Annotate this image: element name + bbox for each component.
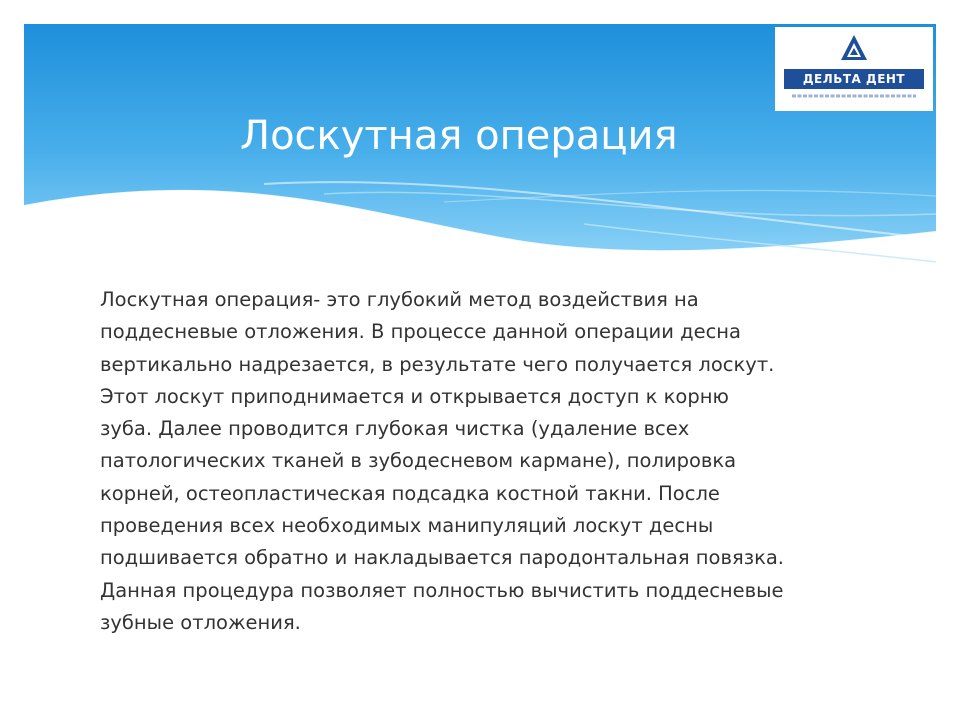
slide-title: Лоскутная операция bbox=[240, 113, 678, 159]
body-paragraph bbox=[100, 284, 890, 639]
body-line: вертикально надрезается, в результате чего получается лоскут. bbox=[100, 352, 775, 376]
body-line: Лоскутная операция- это глубокий метод воздействия на bbox=[100, 288, 699, 311]
delta-triangle-icon bbox=[839, 33, 869, 63]
body-line: патологических тканей в зубодесневом кармане), полировка bbox=[100, 449, 737, 473]
body-line: зубные отложения. bbox=[100, 610, 301, 634]
body-line: проведения всех необходимых манипуляций лоскут десны bbox=[100, 514, 714, 538]
logo-tagline-graphic bbox=[784, 91, 924, 101]
body-line: Данная процедура позволяет полностью вычистить поддесневые bbox=[100, 578, 784, 602]
body-line: поддесневые отложения. В процессе данной операции десна bbox=[100, 320, 741, 344]
body-line: зуба. Далее проводится глубокая чистка (удаление всех bbox=[100, 417, 690, 441]
body-line: подшивается обратно и накладывается пародонтальная повязка. bbox=[100, 546, 784, 570]
delta-dent-logo bbox=[775, 27, 933, 111]
body-line: корней, остеопластическая подсадка костной такни. После bbox=[100, 481, 720, 505]
body-line: Этот лоскут приподнимается и открывается доступ к корню bbox=[100, 384, 729, 408]
logo-wordmark: ДЕЛЬТА ДЕНТ bbox=[784, 69, 924, 89]
